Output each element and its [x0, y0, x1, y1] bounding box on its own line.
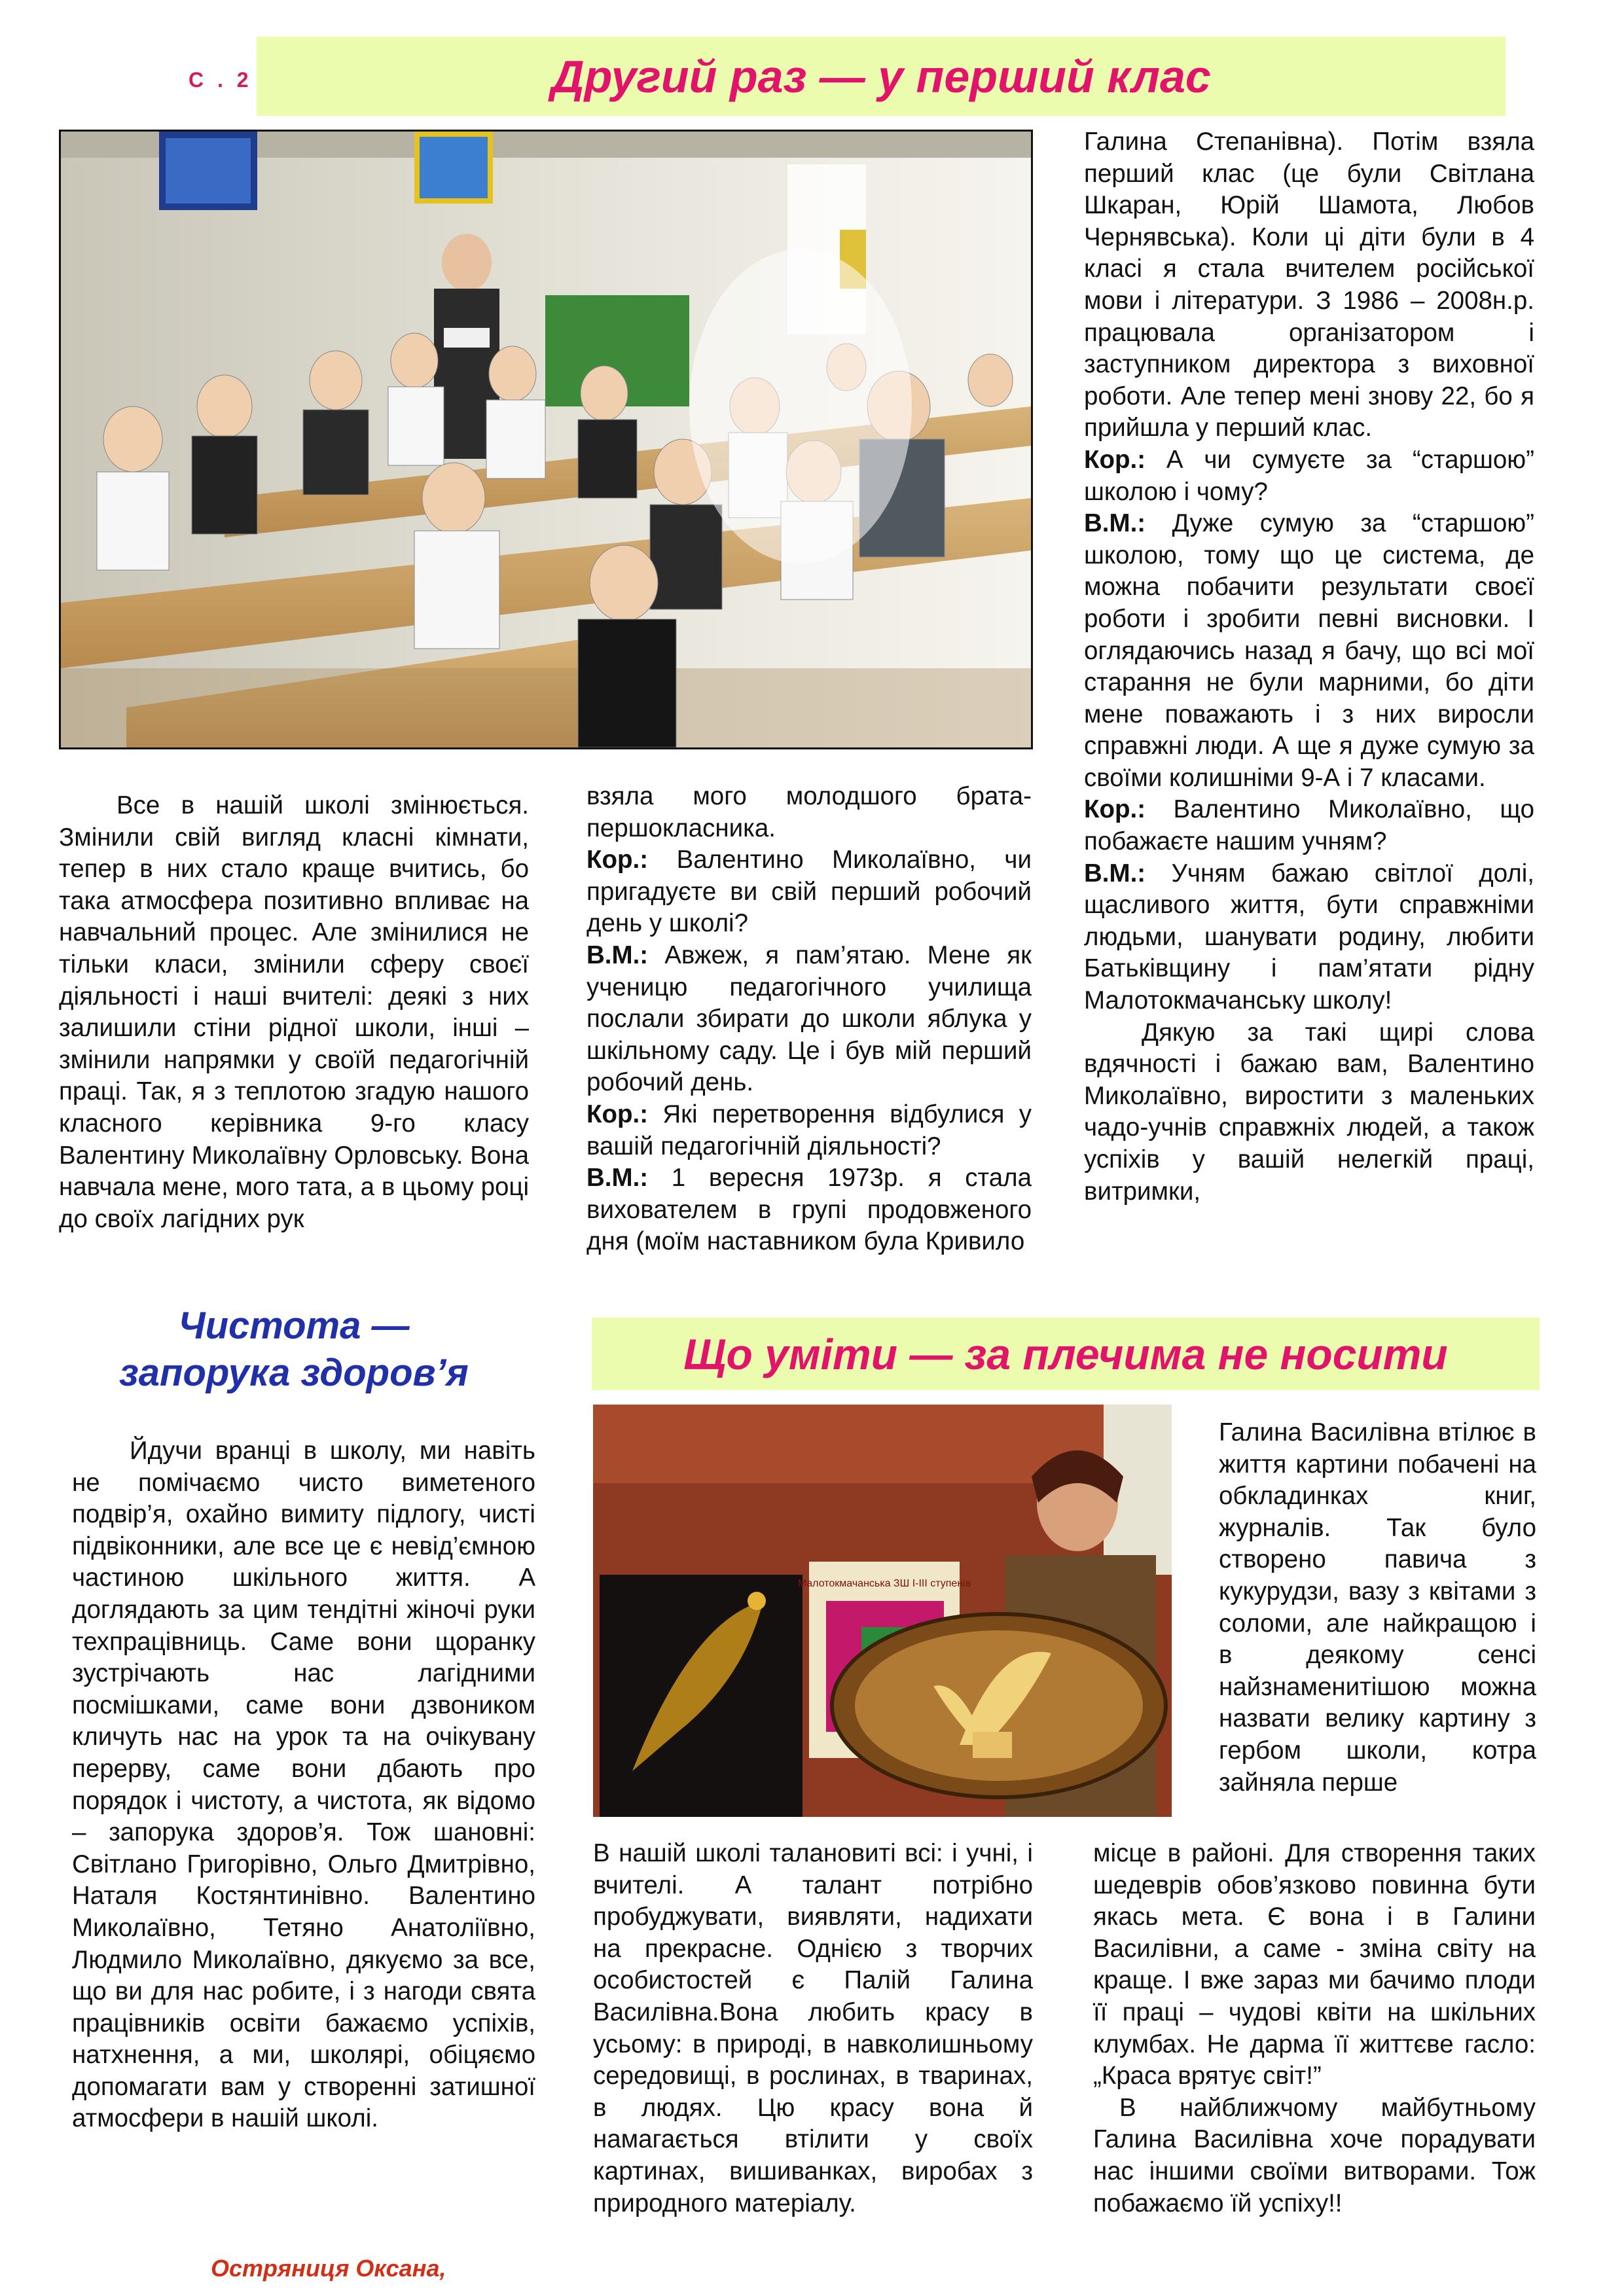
article3-right-top	[1219, 1417, 1536, 1799]
interview-line	[1084, 794, 1534, 857]
speaker-label: Кор.:	[586, 1100, 649, 1128]
interview-text: Учням бажаю світлої долі, щасливого життя, бути справжніми людьми, шанувати родину, любити Батьківщину і пам’ятати рідну Малотокмачанську школу!	[1084, 859, 1534, 1015]
article1-column1-text: Все в нашій школі змінюється. Змінили свій вигляд класні кімнати, тепер в них стало краще вчитись, бо така атмосфера позитивно впливає на навчальний процес. Але змінилися не тільки класи, змінили сферу своєї діяльності і наші вчителі: деякі з них залишили стіни рідної школи, інші – змінили напрямки у своїй педагогічній праці. Так, я з теплотою згадую нашого класного керівника 9-го класу Валентину Миколаївну Орловську. Вона навчала мене, мого тата, а в цьому році до своїх лагідних рук	[59, 791, 529, 1233]
interview-line	[1084, 444, 1534, 508]
interview-text: Галина Степанівна). Потім взяла перший клас (це були Світлана Шкаран, Юрій Шамота, Любов Чернявська). Коли ці діти були в 4 класі я стала вчителем російської мови і літератури. З 1986 – 2008н.р. працювала організатором і заступником директора з виховної роботи. Але тепер мені знову 22, бо я прийшла у перший клас.	[1084, 128, 1534, 442]
article3-title-banner	[592, 1318, 1540, 1390]
interview-line	[1084, 858, 1534, 1017]
interview-text: Валентино Миколаївно, чи пригадуєте ви свій перший робочий день у школі?	[586, 846, 1032, 938]
interview-text: А чи сумуєте за “старшою” школою і чому?	[1084, 445, 1534, 506]
interview-line	[1084, 508, 1534, 794]
speaker-label: В.М.:	[586, 941, 649, 969]
article3-right-bottom	[1093, 1838, 1536, 2219]
artwork-photo-image	[593, 1405, 1172, 1817]
interview-text: Авжеж, я пам’ятаю. Мене як ученицю педагогічного училища послали збирати до школи яблука у шкільному саду. Це і був мій перший робочий день.	[586, 941, 1032, 1097]
article3-right-top-text: Галина Василівна втілює в життя картини побачені на обкладинках книг, журналів. Так було створено павича з кукурудзи, вазу з квітами з соломи, але найкращою і в деякому сенсі найзнаменитішою можна назвати велику картину з гербом школи, котра зайняла перше	[1219, 1418, 1536, 1797]
speaker-label: Кор.:	[586, 846, 649, 874]
speaker-label: В.М.:	[1084, 859, 1146, 888]
interview-line	[586, 1099, 1032, 1162]
interview-line	[1084, 126, 1534, 444]
article2-text: Йдучи вранці в школу, ми навіть не помічаємо чисто виметеного подвір’я, охайно вимиту підлогу, чисті підвіконники, але все це є невід’ємною частиною шкільного життя. А доглядають за цим тендітні жіночі руки техпрацівниць. Саме вони щоранку зустрічають нас лагідними посмішками, саме вони дзвоником кличуть нас на урок та на очікувану перерву, саме вони дбають про порядок і чистоту, а чистота, як відомо – запорука здоров’я. Тож шановні: Світлано Григорівно, Ольго Дмитрівно, Наталя Костянтинівно. Валентино Миколаївно, Тетяно Анатоліївно, Людмило Миколаївно, дякуємо за все, що ви для нас робите, і з нагоди свята працівників освіти бажаємо успіхів, натхнення, а ми, школярі, обіцяємо допомагати вам у створенні затишної атмосфери в нашій школі.	[72, 1437, 535, 2133]
classroom-photo-image	[61, 132, 1031, 747]
page-number: С . 2	[189, 68, 253, 92]
article1-title-banner	[257, 37, 1506, 116]
interview-text: 1 вересня 1973р. я стала вихователем в групі продовженого дня (моїм наставником була Кривило	[586, 1164, 1032, 1256]
article2-title-line1: Чистота —	[178, 1304, 410, 1347]
article3-left-column	[593, 1838, 1033, 2219]
interview-line	[586, 781, 1032, 844]
interview-text: Валентино Миколаївно, що побажаєте нашим учням?	[1084, 795, 1534, 856]
speaker-label: В.М.:	[586, 1164, 649, 1193]
interview-text: Дуже сумую за “старшою” школою, тому що це система, де можна побачити результати своєї роботи і зробити певні висновки. І оглядаючись назад я бачу, що всі мої старання не були марними, бо діти мене поважають і з них виросли справжні люди. А ще я дуже сумую за своїми колишніми 9-А і 7 класами.	[1084, 509, 1534, 792]
interview-line	[586, 940, 1032, 1099]
article2-author: Остряниця Оксана,	[211, 2255, 446, 2282]
speaker-label: Кор.:	[1084, 795, 1146, 824]
classroom-photo	[59, 130, 1033, 749]
article1-column1	[59, 790, 529, 1235]
interview-line	[586, 844, 1032, 940]
article3-closing: В найближчому майбутньому Галина Василівна хоче порадувати нас іншими своїми витворами. Тож побажаємо їй успіху!!	[1093, 2093, 1536, 2217]
article2-title	[59, 1302, 529, 1397]
article1-column2	[586, 781, 1032, 1258]
interview-line	[586, 1162, 1032, 1258]
article1-closing: Дякую за такі щирі слова вдячності і бажаю вам, Валентино Миколаївно, виростити з маленьких чадо-учнів справжніх людей, а також успіхів у вашій нелегкій праці, витримки,	[1084, 1018, 1534, 1206]
article1-title: Другий раз — у перший клас	[551, 50, 1211, 102]
interview-text: взяла мого молодшого брата-першокласника.	[586, 782, 1032, 842]
poster-caption: Малотокмачанська ЗШ І-ІІІ ступенів	[797, 1578, 971, 1589]
speaker-label: Кор.:	[1084, 445, 1146, 474]
article1-column3	[1084, 126, 1534, 1208]
article3-left-text: В нашій школі талановиті всі: і учні, і вчителі. А талант потрібно пробуджувати, виявляти, надихати на прекрасне. Однією з творчих особистостей є Палій Галина Василівна.Вона любить красу в усьому: в природі, в навколишньому середовищі, в рослинах, в тваринах, в людях. Цю красу вона й намагається втілити у своїх картинах, вишиванках, виробах з природного матеріалу.	[593, 1839, 1033, 2217]
article2-title-line2: запорука здоров’я	[119, 1352, 469, 1394]
article2-body	[72, 1435, 535, 2135]
artwork-photo	[593, 1405, 1172, 1817]
article3-right-bottom-text: місце в районі. Для створення таких шедеврів обов’язково повинна бути якась мета. Є вона і в Галини Василівни, а саме - зміна світу на краще. І вже зараз ми бачимо плоди її праці – чудові квіти на шкільних клумбах. Не дарма її життєве гасло: „Краса врятує світ!”	[1093, 1839, 1536, 2090]
article3-title: Що уміти — за плечима не носити	[683, 1329, 1448, 1378]
interview-text: Які перетворення відбулися у вашій педагогічній діяльності?	[586, 1100, 1032, 1160]
speaker-label: В.М.:	[1084, 509, 1146, 538]
